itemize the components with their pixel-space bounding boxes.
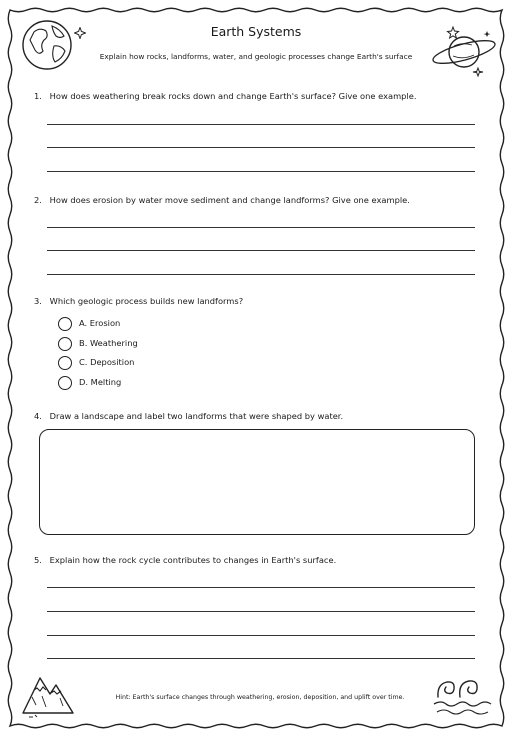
wave-icon	[432, 670, 494, 718]
option-label: D. Melting	[79, 377, 122, 387]
question-number: 1.	[34, 91, 42, 101]
page-title: Earth Systems	[210, 24, 302, 39]
radio-circle[interactable]	[58, 356, 72, 370]
answer-line[interactable]	[47, 587, 475, 588]
question-number: 4.	[34, 411, 42, 421]
radio-circle[interactable]	[58, 337, 72, 351]
drawing-box[interactable]	[39, 429, 475, 535]
question-2	[34, 195, 410, 205]
question-4	[34, 411, 343, 421]
answer-line[interactable]	[47, 147, 475, 148]
answer-line[interactable]	[47, 227, 475, 228]
question-text: Explain how the rock cycle contributes to changes in Earth's surface.	[49, 555, 337, 565]
question-5	[34, 555, 336, 565]
question-text: Which geologic process builds new landforms?	[49, 296, 244, 306]
option-label: B. Weathering	[79, 338, 138, 348]
question-number: 5.	[34, 555, 42, 565]
mountain-icon	[20, 664, 76, 720]
question-text: How does erosion by water move sediment and change landforms? Give one example.	[49, 195, 410, 205]
radio-circle[interactable]	[58, 376, 72, 390]
question-number: 2.	[34, 195, 42, 205]
radio-circle[interactable]	[58, 317, 72, 331]
question-text: How does weathering break rocks down and change Earth's surface? Give one example.	[49, 91, 417, 101]
answer-line[interactable]	[47, 274, 475, 275]
answer-line[interactable]	[47, 635, 475, 636]
answer-line[interactable]	[47, 124, 475, 125]
question-number: 3.	[34, 296, 42, 306]
question-1	[34, 91, 416, 101]
option-label: C. Deposition	[79, 357, 135, 367]
page-subtitle: Explain how rocks, landforms, water, and geologic processes change Earth's surface	[99, 52, 413, 61]
option-label: A. Erosion	[79, 318, 121, 328]
answer-line[interactable]	[47, 171, 475, 172]
question-3	[34, 296, 243, 306]
answer-line[interactable]	[47, 611, 475, 612]
hint-text: Hint: Earth's surface changes through weathering, erosion, deposition, and uplift over time.	[115, 694, 405, 701]
answer-line[interactable]	[47, 250, 475, 251]
answer-line[interactable]	[47, 658, 475, 659]
question-text: Draw a landscape and label two landforms that were shaped by water.	[49, 411, 344, 421]
